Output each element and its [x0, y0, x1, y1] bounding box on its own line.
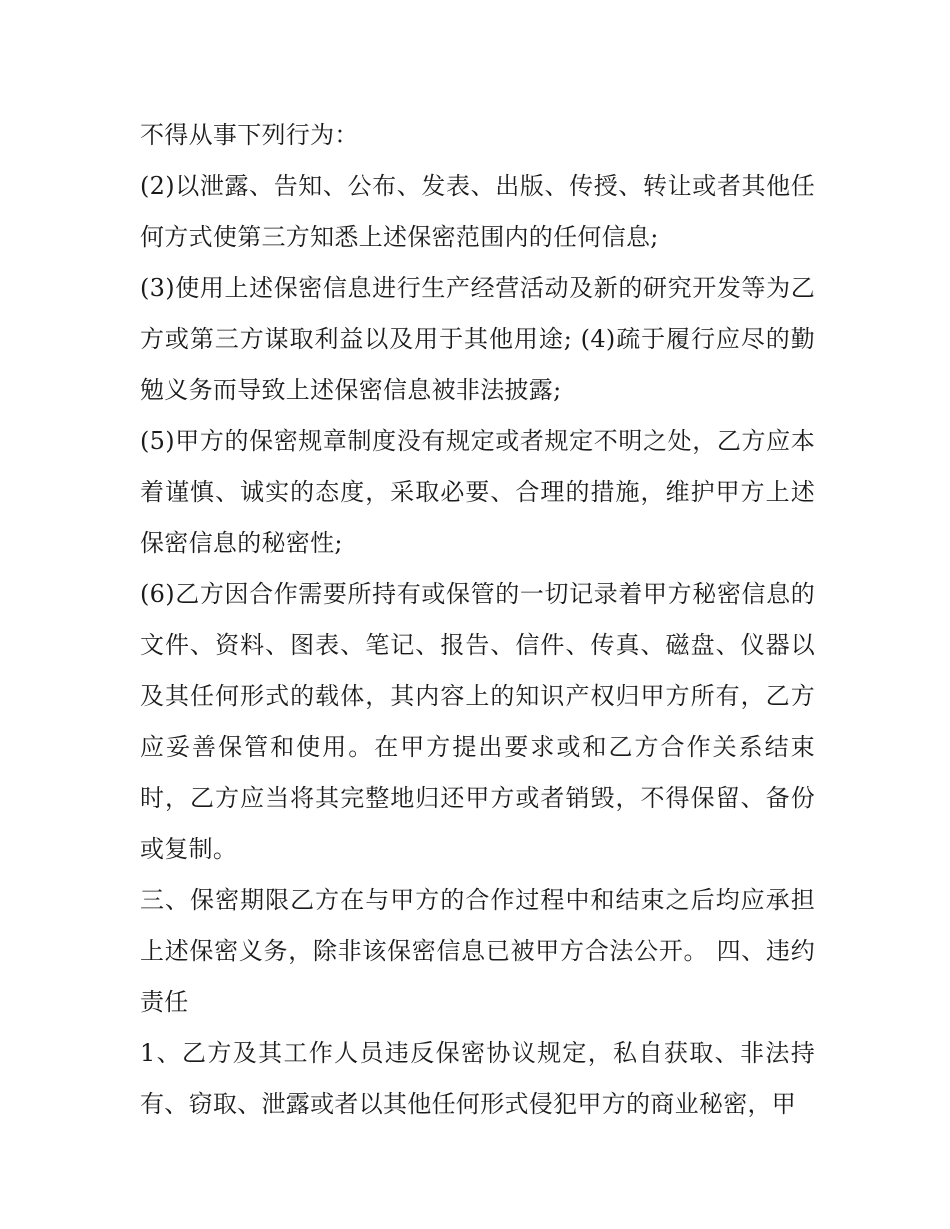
- document-body: [140, 110, 815, 1130]
- paragraph-intro: 不得从事下列行为：: [140, 121, 359, 149]
- paragraph-item-2: (2)以泄露、告知、公布、发表、出版、传授、转让或者其他任何方式使第三方知悉上述保密范围内的任何信息;: [140, 172, 815, 251]
- paragraph-section-3: 三、保密期限乙方在与甲方的合作过程中和结束之后均应承担上述保密义务，除非该保密信息已被甲方合法公开。 四、违约责任: [140, 886, 815, 1016]
- paragraph-breach-1: 1、乙方及其工作人员违反保密协议规定，私自获取、非法持有、窃取、泄露或者以其他任何形式侵犯甲方的商业秘密，甲: [140, 1039, 815, 1118]
- paragraph-item-6: (6)乙方因合作需要所持有或保管的一切记录着甲方秘密信息的文件、资料、图表、笔记、报告、信件、传真、磁盘、仪器以及其任何形式的载体，其内容上的知识产权归甲方所有，乙方应妥善保管和使用。在甲方提出要求或和乙方合作关系结束时，乙方应当将其完整地归还甲方或者销毁，不得保留、备份或复制。: [140, 580, 815, 863]
- paragraph-item-3-4: (3)使用上述保密信息进行生产经营活动及新的研究开发等为乙方或第三方谋取利益以及用于其他用途; (4)疏于履行应尽的勤勉义务而导致上述保密信息被非法披露;: [140, 274, 815, 404]
- paragraph-item-5: (5)甲方的保密规章制度没有规定或者规定不明之处，乙方应本着谨慎、诚实的态度，采取必要、合理的措施，维护甲方上述保密信息的秘密性;: [140, 427, 815, 557]
